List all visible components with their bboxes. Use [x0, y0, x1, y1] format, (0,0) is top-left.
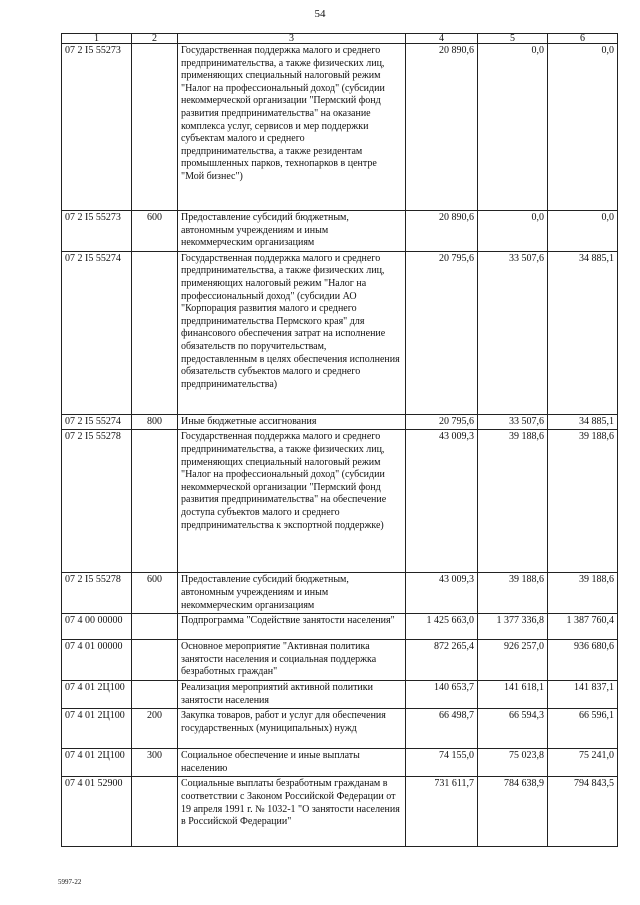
- column-header: 6: [548, 34, 618, 44]
- amount-2025-cell: 39 188,6: [548, 430, 618, 573]
- amount-2023-cell: 20 795,6: [406, 414, 478, 430]
- amount-2023-cell: 43 009,3: [406, 430, 478, 573]
- table-row: [62, 573, 618, 614]
- amount-2025-cell: 794 843,5: [548, 777, 618, 847]
- table-row: [62, 680, 618, 708]
- description-cell: Иные бюджетные ассигнования: [178, 414, 406, 430]
- amount-2023-cell: 1 425 663,0: [406, 614, 478, 640]
- description-cell: Государственная поддержка малого и среднего предпринимательства, а также физических лиц, применяющих специальный налоговый режим "Налог на профессиональный доход" (субсидии некоммерческой организации "Пермский фонд развития предпринимательства" на оказание комплекса услуг, сервисов и мер поддержки субъектам малого и среднего предпринимательства, а также резидентам промышленных парков, технопарков в центре "Мой бизнес"): [178, 44, 406, 211]
- budget-code-cell: 07 2 I5 55278: [62, 573, 132, 614]
- description-cell: Социальное обеспечение и иные выплаты населению: [178, 749, 406, 777]
- column-header: 4: [406, 34, 478, 44]
- expense-type-cell: [132, 680, 178, 708]
- expense-type-cell: 600: [132, 573, 178, 614]
- budget-code-cell: 07 4 01 2Ц100: [62, 680, 132, 708]
- column-header: 2: [132, 34, 178, 44]
- amount-2023-cell: 66 498,7: [406, 709, 478, 749]
- budget-code-cell: 07 4 01 2Ц100: [62, 709, 132, 749]
- amount-2023-cell: 140 653,7: [406, 680, 478, 708]
- budget-code-cell: 07 4 01 52900: [62, 777, 132, 847]
- column-header: 3: [178, 34, 406, 44]
- budget-code-cell: 07 4 01 00000: [62, 640, 132, 681]
- budget-code-cell: 07 2 I5 55274: [62, 414, 132, 430]
- table-row: [62, 749, 618, 777]
- amount-2025-cell: 39 188,6: [548, 573, 618, 614]
- amount-2024-cell: 784 638,9: [478, 777, 548, 847]
- expense-type-cell: [132, 430, 178, 573]
- description-cell: Подпрограмма "Содействие занятости населения": [178, 614, 406, 640]
- expense-type-cell: 300: [132, 749, 178, 777]
- budget-table: [61, 33, 618, 847]
- table-row: [62, 777, 618, 847]
- amount-2023-cell: 731 611,7: [406, 777, 478, 847]
- amount-2024-cell: 141 618,1: [478, 680, 548, 708]
- description-cell: Государственная поддержка малого и среднего предпринимательства, а также физических лиц, применяющих специальный налоговый режим "Налог на профессиональный доход" (субсидии некоммерческой организации "Пермский фонд развития предпринимательства" на обеспечение доступа субъектов малого и среднего предпринимательства к экспортной поддержке): [178, 430, 406, 573]
- amount-2024-cell: 0,0: [478, 44, 548, 211]
- budget-code-cell: 07 2 I5 55273: [62, 211, 132, 252]
- expense-type-cell: [132, 614, 178, 640]
- amount-2024-cell: 66 594,3: [478, 709, 548, 749]
- amount-2024-cell: 0,0: [478, 211, 548, 252]
- amount-2025-cell: 66 596,1: [548, 709, 618, 749]
- expense-type-cell: 600: [132, 211, 178, 252]
- amount-2025-cell: 75 241,0: [548, 749, 618, 777]
- description-cell: Социальные выплаты безработным гражданам в соответствии с Законом Российской Федерации от 19 апреля 1991 г. № 1032-1 "О занятости населения в Российской Федерации": [178, 777, 406, 847]
- budget-code-cell: 07 2 I5 55274: [62, 251, 132, 414]
- amount-2024-cell: 39 188,6: [478, 573, 548, 614]
- amount-2025-cell: 0,0: [548, 211, 618, 252]
- amount-2025-cell: 0,0: [548, 44, 618, 211]
- column-header: 5: [478, 34, 548, 44]
- amount-2023-cell: 872 265,4: [406, 640, 478, 681]
- table-row: [62, 430, 618, 573]
- amount-2025-cell: 141 837,1: [548, 680, 618, 708]
- description-cell: Реализация мероприятий активной политики занятости населения: [178, 680, 406, 708]
- amount-2023-cell: 43 009,3: [406, 573, 478, 614]
- budget-code-cell: 07 4 01 2Ц100: [62, 749, 132, 777]
- description-cell: Государственная поддержка малого и среднего предпринимательства, а также физических лиц, применяющих налоговый режим "Налог на профессиональный доход" (субсидии АО "Корпорация развития малого и среднего предпринимательства Пермского края" для финансового обеспечения затрат на исполнение обязательств по поручительствам, предоставленным в целях обеспечения исполнения обязательств субъектов малого и среднего предпринимательства): [178, 251, 406, 414]
- amount-2024-cell: 926 257,0: [478, 640, 548, 681]
- amount-2023-cell: 74 155,0: [406, 749, 478, 777]
- amount-2023-cell: 20 890,6: [406, 44, 478, 211]
- expense-type-cell: [132, 44, 178, 211]
- expense-type-cell: [132, 251, 178, 414]
- document-code: 5997-22: [58, 878, 82, 886]
- amount-2024-cell: 33 507,6: [478, 251, 548, 414]
- expense-type-cell: 800: [132, 414, 178, 430]
- amount-2023-cell: 20 795,6: [406, 251, 478, 414]
- column-header: 1: [62, 34, 132, 44]
- amount-2025-cell: 936 680,6: [548, 640, 618, 681]
- table-row: [62, 414, 618, 430]
- budget-code-cell: 07 2 I5 55273: [62, 44, 132, 211]
- budget-code-cell: 07 2 I5 55278: [62, 430, 132, 573]
- table-row: [62, 640, 618, 681]
- description-cell: Основное мероприятие "Активная политика занятости населения и социальная поддержка безработных граждан": [178, 640, 406, 681]
- amount-2025-cell: 34 885,1: [548, 414, 618, 430]
- expense-type-cell: 200: [132, 709, 178, 749]
- expense-type-cell: [132, 777, 178, 847]
- budget-code-cell: 07 4 00 00000: [62, 614, 132, 640]
- amount-2024-cell: 39 188,6: [478, 430, 548, 573]
- amount-2024-cell: 33 507,6: [478, 414, 548, 430]
- table-row: [62, 251, 618, 414]
- amount-2025-cell: 34 885,1: [548, 251, 618, 414]
- table-header-row: [62, 34, 618, 44]
- table-row: [62, 709, 618, 749]
- expense-type-cell: [132, 640, 178, 681]
- amount-2024-cell: 1 377 336,8: [478, 614, 548, 640]
- amount-2024-cell: 75 023,8: [478, 749, 548, 777]
- amount-2025-cell: 1 387 760,4: [548, 614, 618, 640]
- description-cell: Закупка товаров, работ и услуг для обеспечения государственных (муниципальных) нужд: [178, 709, 406, 749]
- page-number: 54: [314, 8, 326, 20]
- table-row: [62, 44, 618, 211]
- amount-2023-cell: 20 890,6: [406, 211, 478, 252]
- description-cell: Предоставление субсидий бюджетным, автономным учреждениям и иным некоммерческим организациям: [178, 211, 406, 252]
- table-row: [62, 614, 618, 640]
- description-cell: Предоставление субсидий бюджетным, автономным учреждениям и иным некоммерческим организациям: [178, 573, 406, 614]
- table-row: [62, 211, 618, 252]
